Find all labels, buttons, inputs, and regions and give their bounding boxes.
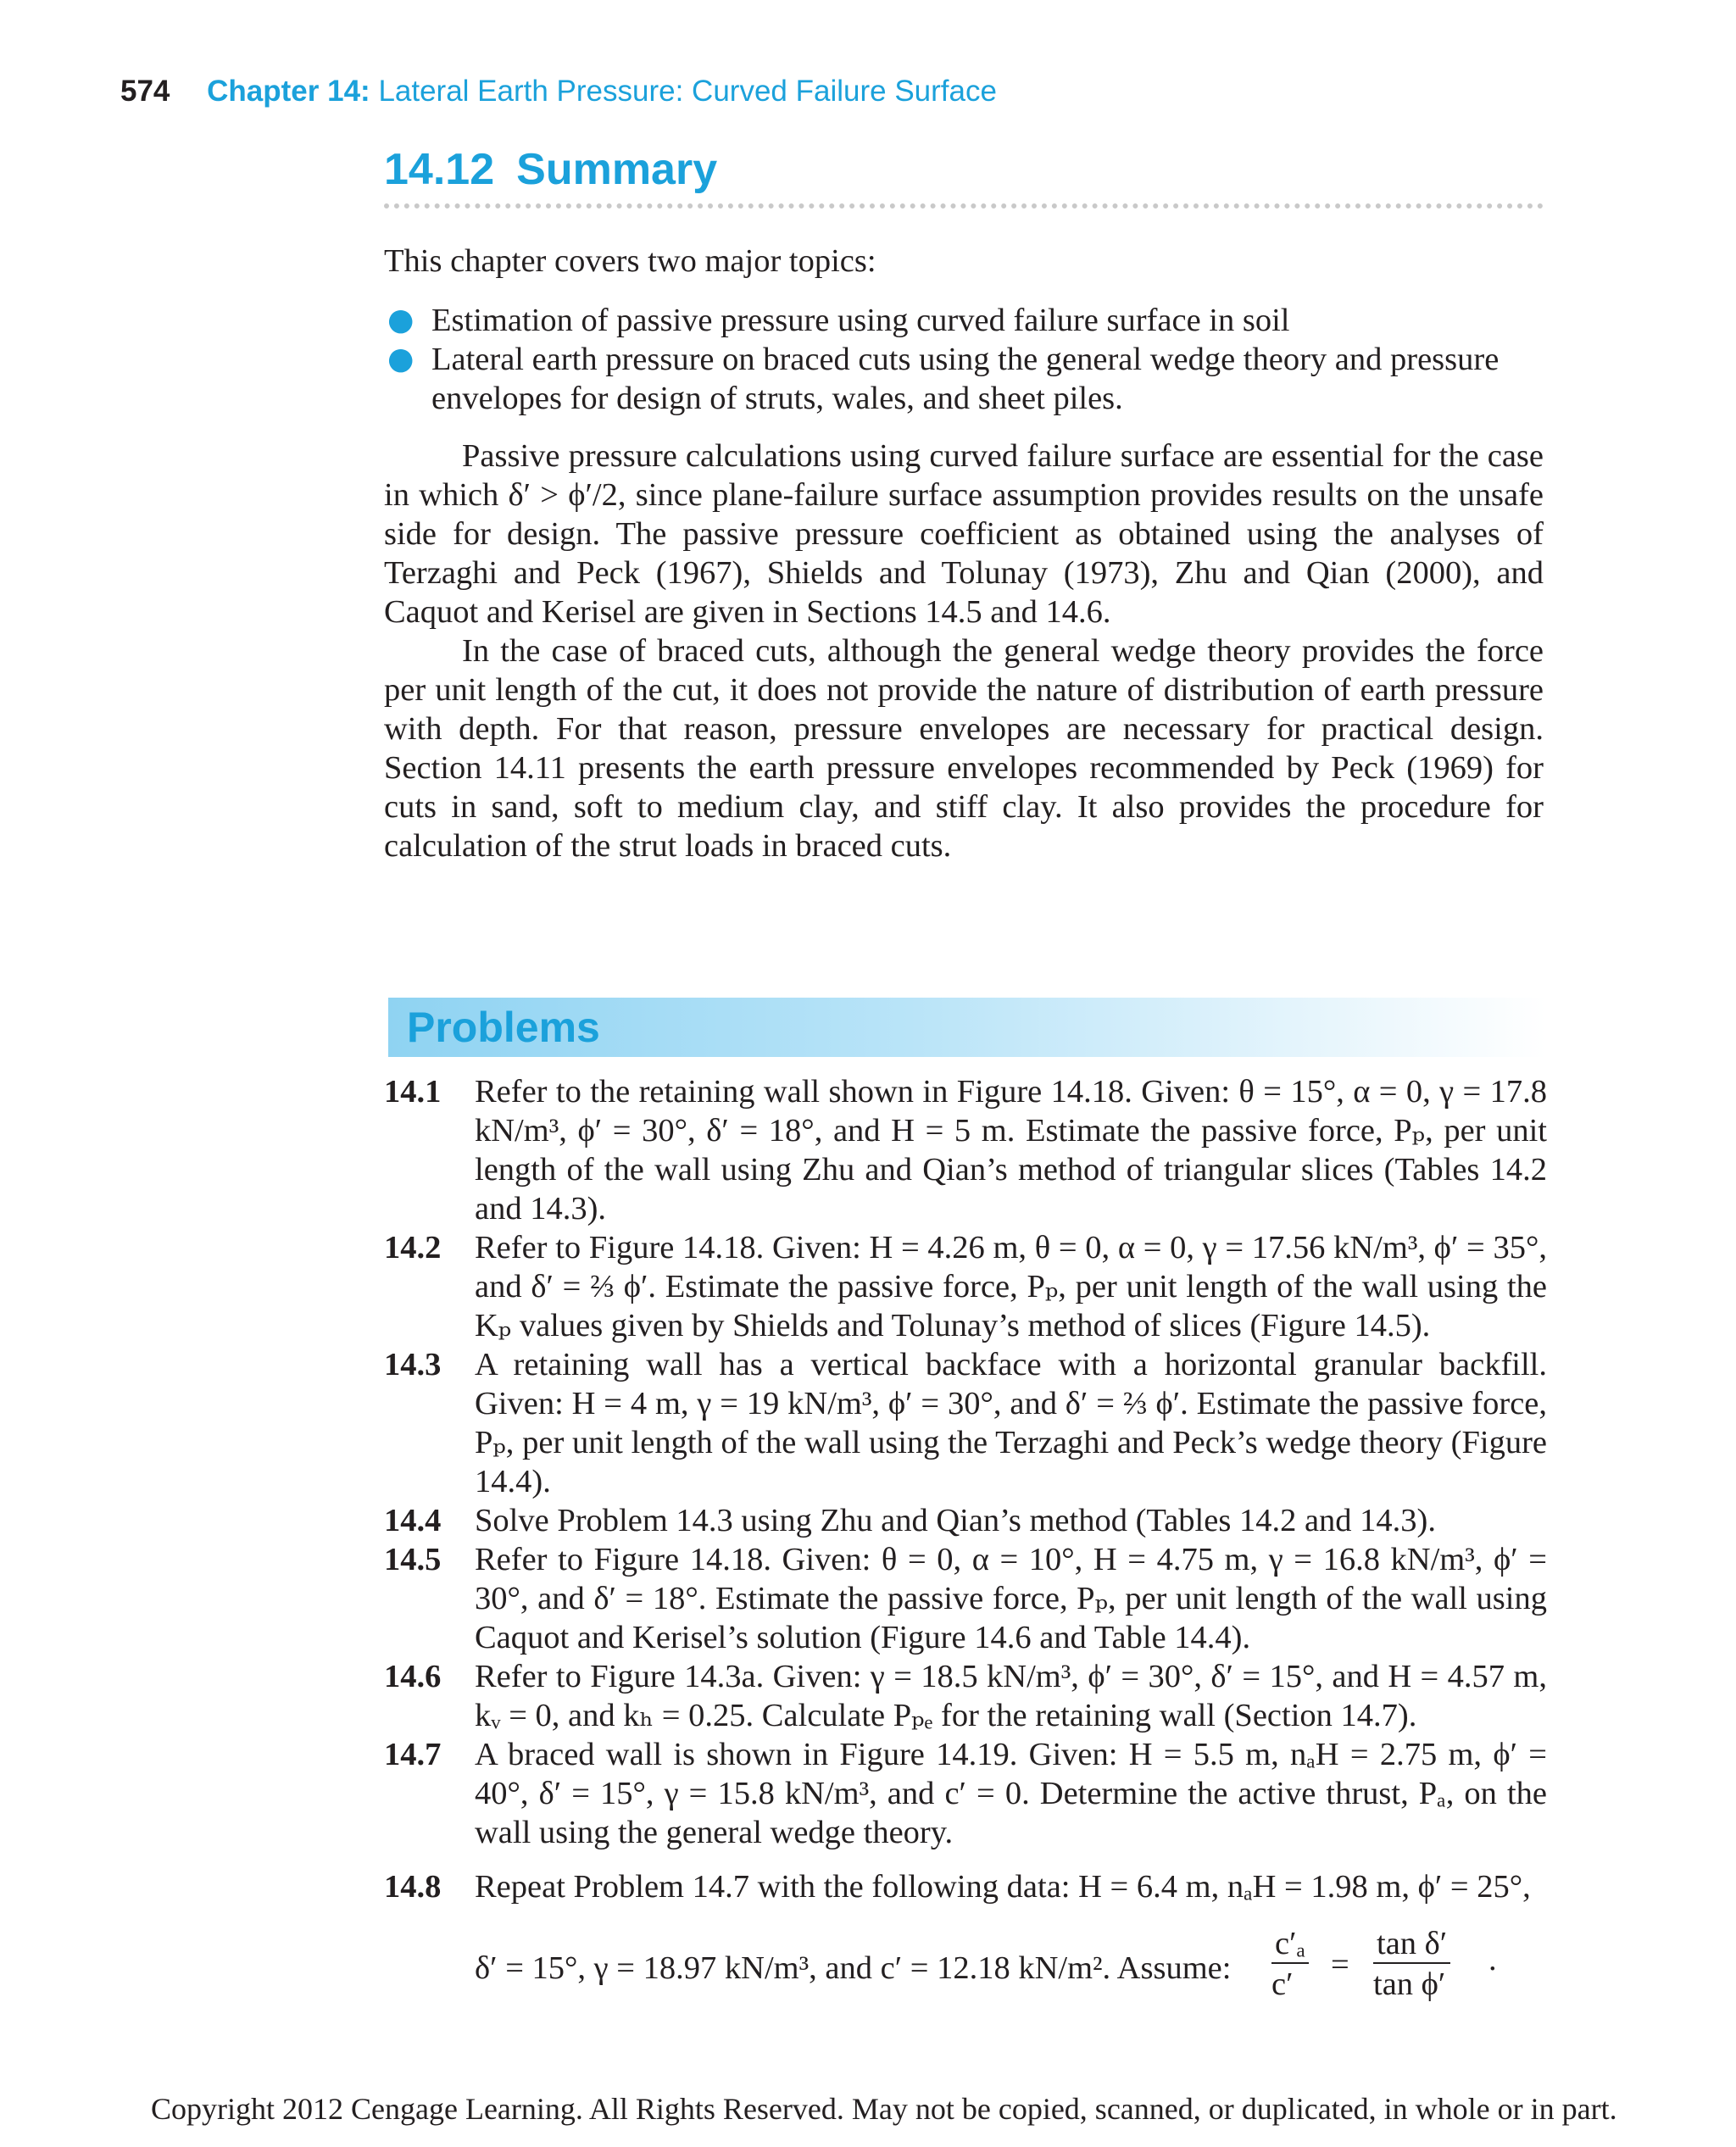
copyright-notice: Copyright 2012 Cengage Learning. All Rights Reserved. May not be copied, scanned, or duplicated, in whole or in part. xyxy=(151,2092,1617,2126)
running-head xyxy=(120,73,997,110)
problem-item xyxy=(384,1345,1547,1501)
topic-list xyxy=(384,301,1544,418)
fraction-numerator: c′ₐ xyxy=(1271,1925,1309,1964)
fraction-friction-ratio xyxy=(1373,1925,1450,2005)
problem-item xyxy=(384,1501,1547,1540)
section-number: 14.12 xyxy=(384,145,495,194)
fraction-denominator: c′ xyxy=(1271,1966,1294,2002)
problem-item xyxy=(384,1735,1547,1852)
summary-paragraph-2: In the case of braced cuts, although the general wedge theory provides the force per unit length of the cut, it does not provide the nature of distribution of earth pressure with depth. For that reason, pressure envelopes are necessary for practical design. Section 14.11 presents the earth pressure envelopes recommended by Peck (1969) for cuts in sand, soft to medium clay, and stiff clay. It also provides the procedure for calculation of the strut loads in braced cuts. xyxy=(384,633,1544,864)
summary-paragraph-1: Passive pressure calculations using curved failure surface are essential for the case in which δ′ > ϕ′/2, since plane-failure surface assumption provides results on the unsafe side for design. The passive pressure coefficient as obtained using the analyses of Terzaghi and Peck (1967), Shields and Tolunay (1973), Zhu and Qian (2000), and Caquot and Kerisel are given in Sections 14.5 and 14.6. xyxy=(384,438,1544,630)
problem-text-line-2 xyxy=(475,1906,1547,2002)
problem-text-line-1: Repeat Problem 14.7 with the following data: H = 6.4 m, nₐH = 1.98 m, ϕ′ = 25°, xyxy=(475,1869,1531,1905)
problem-text: Refer to Figure 14.3a. Given: γ = 18.5 kN/m³, ϕ′ = 30°, δ′ = 15°, and H = 4.57 m, kᵥ = 0, and kₕ = 0.25. Calculate Pₚₑ for the retaining wall (Section 14.7). xyxy=(475,1659,1547,1733)
problem-number: 14.1 xyxy=(384,1074,442,1110)
problem-number: 14.3 xyxy=(384,1347,442,1382)
list-item-text: Lateral earth pressure on braced cuts using the general wedge theory and pressure envelopes for design of struts, wales, and sheet piles. xyxy=(431,342,1500,416)
list-item-text: Estimation of passive pressure using curved failure surface in soil xyxy=(431,303,1290,338)
problem-text: A braced wall is shown in Figure 14.19. Given: H = 5.5 m, nₐH = 2.75 m, ϕ′ = 40°, δ′ = 15°, γ = 15.8 kN/m³, and c′ = 0. Determine the active thrust, Pₐ, on the wall using the general wedge theory. xyxy=(475,1737,1547,1850)
problem-number: 14.6 xyxy=(384,1659,442,1694)
page-number: 574 xyxy=(120,75,170,108)
section-title: Summary xyxy=(516,145,718,194)
section-heading xyxy=(384,142,717,197)
problem-number: 14.5 xyxy=(384,1542,442,1577)
problem-text: Solve Problem 14.3 using Zhu and Qian’s method (Tables 14.2 and 14.3). xyxy=(475,1503,1436,1538)
fraction-numerator: tan δ′ xyxy=(1373,1925,1450,1964)
list-item xyxy=(387,340,1544,418)
problem-number: 14.2 xyxy=(384,1230,442,1265)
fraction-adhesion-ratio xyxy=(1271,1925,1309,2005)
problem-number: 14.8 xyxy=(384,1869,442,1905)
problem-item xyxy=(384,1540,1547,1657)
problem-item xyxy=(384,1228,1547,1345)
equals-sign: = xyxy=(1331,1947,1349,1983)
problem-item xyxy=(384,1657,1547,1735)
problem-item xyxy=(384,1072,1547,1228)
problem-text: A retaining wall has a vertical backface with a horizontal granular backfill. Given: H = 4 m, γ = 19 kN/m³, ϕ′ = 30°, and δ′ = ⅔ ϕ′. Estimate the passive force, Pₚ, per unit length of the wall using the Terzaghi and Peck’s wedge theory (Figure 14.4). xyxy=(475,1347,1547,1499)
chapter-label: Chapter 14: xyxy=(207,75,370,108)
problem-text: Refer to the retaining wall shown in Figure 14.18. Given: θ = 15°, α = 0, γ = 17.8 kN/m³, ϕ′ = 30°, δ′ = 18°, and H = 5 m. Estimate the passive force, Pₚ, per unit length of the wall using Zhu and Qian’s method of triangular slices (Tables 14.2 and 14.3). xyxy=(475,1074,1547,1226)
problem-text: Refer to Figure 14.18. Given: θ = 0, α = 10°, H = 4.75 m, γ = 16.8 kN/m³, ϕ′ = 30°, and δ′ = 18°. Estimate the passive force, Pₚ, per unit length of the wall using Caquot and Kerisel’s solution (Figure 14.6 and Table 14.4). xyxy=(475,1542,1547,1655)
problem-text xyxy=(475,1867,1547,2002)
bullet-icon: ● xyxy=(387,342,415,376)
section-divider xyxy=(384,203,1544,209)
assumption-lead: δ′ = 15°, γ = 18.97 kN/m³, and c′ = 12.18 kN/m². Assume: xyxy=(475,1950,1232,1986)
chapter-title: Lateral Earth Pressure: Curved Failure Surface xyxy=(378,75,997,108)
fraction-denominator: tan ϕ′ xyxy=(1373,1966,1446,2002)
problem-text: Refer to Figure 14.18. Given: H = 4.26 m, θ = 0, α = 0, γ = 17.56 kN/m³, ϕ′ = 35°, and δ′ = ⅔ ϕ′. Estimate the passive force, Pₚ, per unit length of the wall using the Kₚ values given by Shields and Tolunay’s method of slices (Figure 14.5). xyxy=(475,1230,1547,1343)
problem-number: 14.4 xyxy=(384,1503,442,1538)
bullet-icon: ● xyxy=(387,303,415,337)
end-punctuation: . xyxy=(1488,1942,1497,1977)
problems-heading: Problems xyxy=(407,1004,600,1051)
problem-item xyxy=(384,1867,1547,2002)
problem-number: 14.7 xyxy=(384,1737,442,1772)
intro-sentence: This chapter covers two major topics: xyxy=(384,243,876,279)
list-item xyxy=(387,301,1544,340)
